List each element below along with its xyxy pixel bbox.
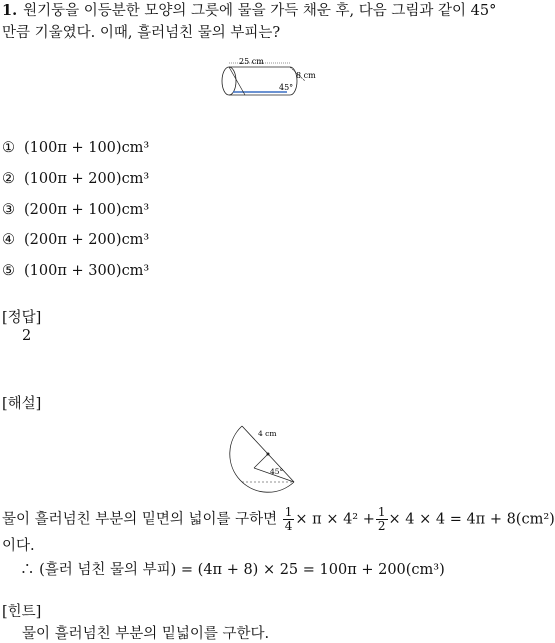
angle-label: 45° (270, 467, 284, 476)
explanation-line-1 (2, 506, 555, 533)
angle-label: 45° (279, 83, 294, 92)
length-label: 25 cm (239, 57, 264, 66)
question-text-1: 원기둥을 이등분한 모양의 그릇에 물을 가득 채운 후, 다음 그림과 같이 45° (23, 3, 497, 19)
choice-mark: ② (2, 171, 15, 187)
choice-mark: ③ (2, 202, 15, 218)
choice-mark: ① (2, 140, 15, 156)
choice-text: (100π + 100)cm³ (24, 140, 150, 156)
explanation-math-2: × 4 × 4 = 4π + 8(cm²) (388, 511, 555, 528)
hint-label: [힌트] (2, 604, 42, 620)
explanation-text: 물이 흘러넘친 부분의 밑면의 넓이를 구하면 (2, 511, 278, 528)
choice-text: (100π + 200)cm³ (24, 171, 150, 187)
answer-label: [정답] (2, 310, 42, 326)
choice-mark: ⑤ (2, 263, 15, 279)
choice-text: (100π + 300)cm³ (24, 263, 150, 279)
explanation-line-2: 이다. (2, 538, 35, 554)
choice-text: (200π + 200)cm³ (24, 232, 150, 248)
choice-text: (200π + 100)cm³ (24, 202, 150, 218)
explanation-label: [해설] (2, 396, 42, 412)
tilted-half-cylinder-figure (215, 55, 325, 100)
choice-5[interactable] (2, 263, 149, 279)
hint-text: 물이 흘러넘친 부분의 밑넓이를 구한다. (22, 626, 270, 642)
choice-3[interactable] (2, 202, 149, 218)
choice-4[interactable] (2, 232, 149, 248)
choice-1[interactable] (2, 140, 149, 156)
cross-section-figure (232, 420, 302, 488)
answer-value: 2 (22, 328, 32, 344)
choice-2[interactable] (2, 171, 149, 187)
radius-label: 4 cm (258, 429, 277, 438)
question-number: 1. (2, 2, 18, 19)
explanation-math-1: × π × 4² + (295, 511, 375, 528)
explanation-line-3: ∴ (흘러 넘친 물의 부피) = (4π + 8) × 25 = 100π + 200(cm³) (20, 562, 445, 578)
fraction-1: $\frac{1}{4}$ (284, 505, 293, 533)
fraction-2: $\frac{1}{2}$ (377, 505, 386, 533)
choice-mark: ④ (2, 232, 15, 248)
radius-label: 8 cm (296, 71, 316, 80)
question-line-1 (2, 0, 496, 22)
question-line-2: 만큼 기울였다. 이때, 흘러넘친 물의 부피는? (2, 25, 281, 41)
